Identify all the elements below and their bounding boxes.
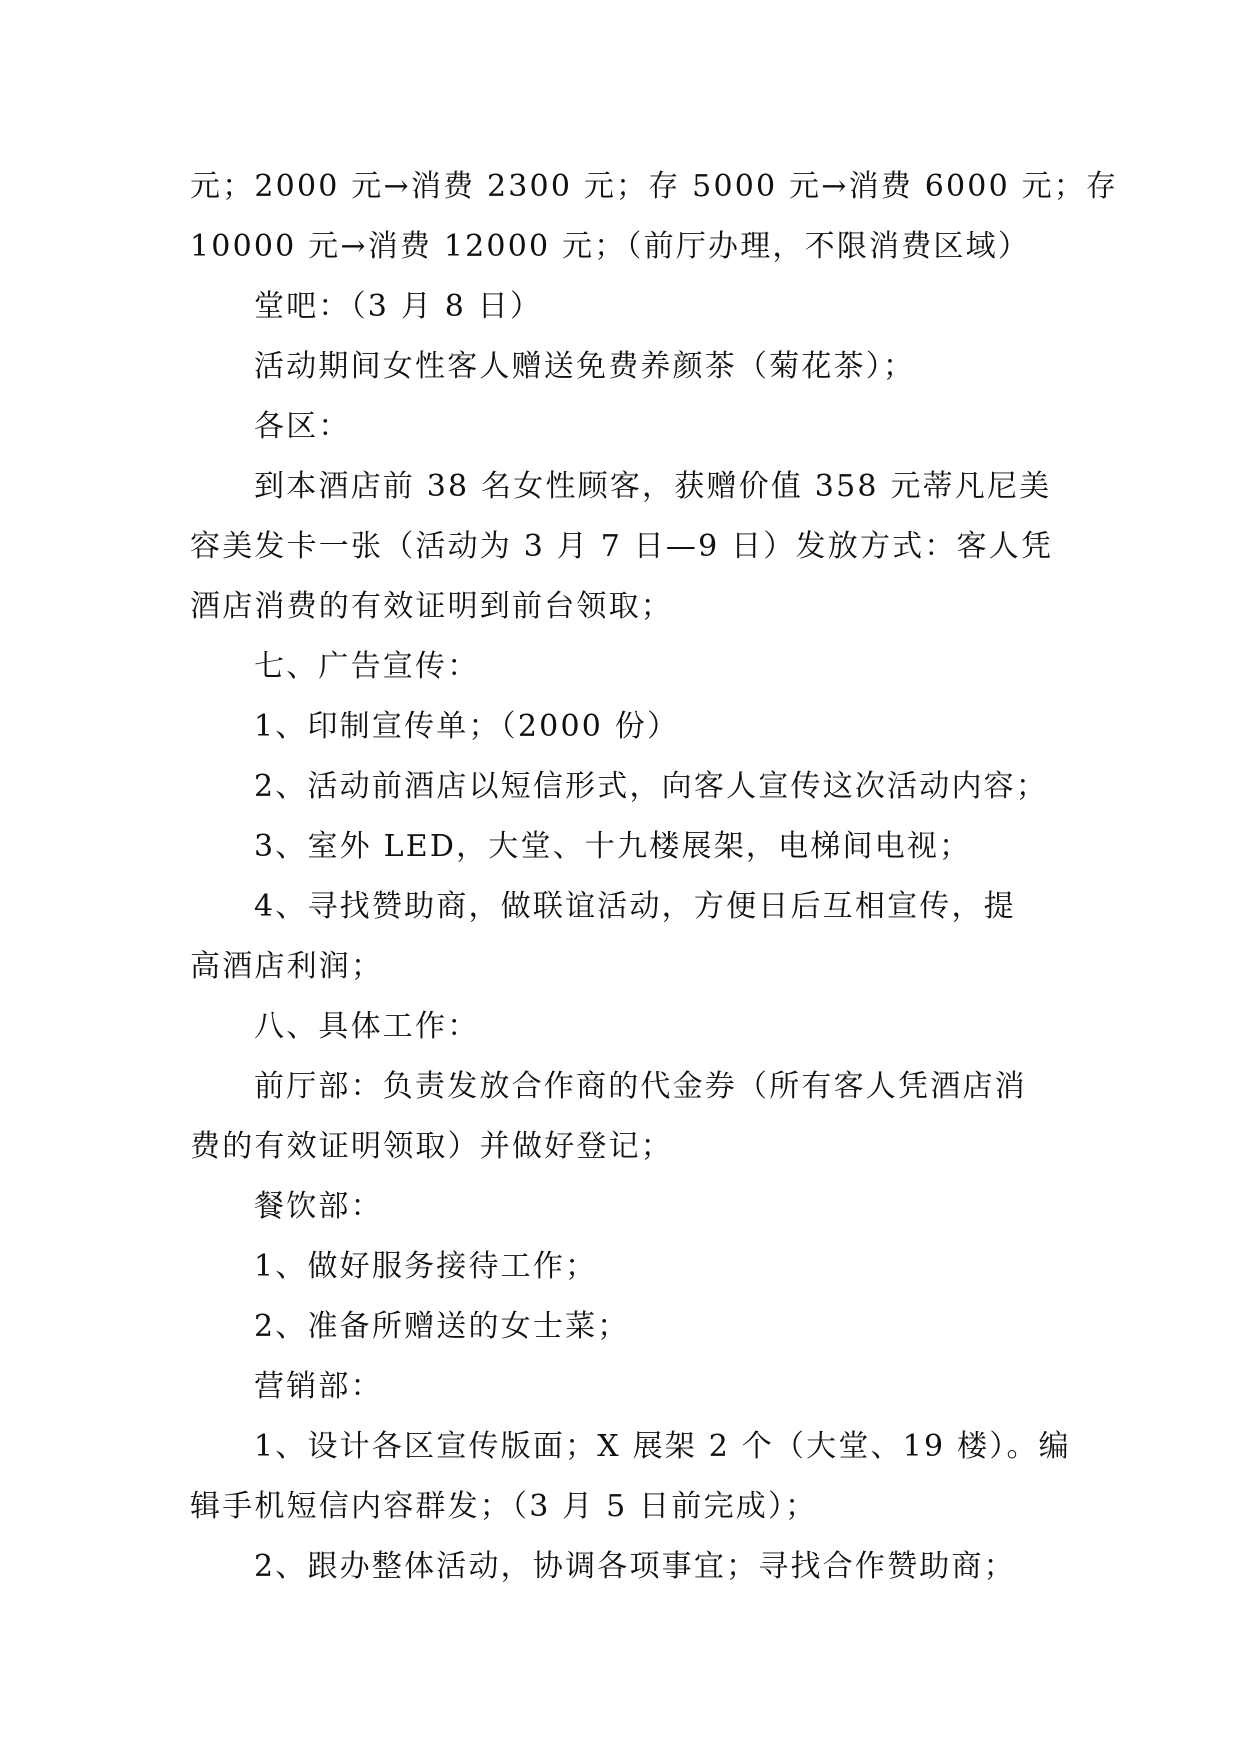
paragraph-line-10: 1、印制宣传单；（2000 份） <box>254 709 680 744</box>
paragraph-line-22: 1、设计各区宣传版面；X 展架 2 个（大堂、19 楼）。编 <box>254 1429 1071 1464</box>
paragraph-line-13: 4、寻找赞助商，做联谊活动，方便日后互相宣传，提 <box>254 889 1016 924</box>
paragraph-line-5: 各区： <box>254 409 351 444</box>
paragraph-line-23: 辑手机短信内容群发；（3 月 5 日前完成）； <box>190 1489 818 1524</box>
paragraph-line-7: 容美发卡一张（活动为 3 月 7 日—9 日）发放方式：客人凭 <box>190 529 1054 564</box>
paragraph-line-11: 2、活动前酒店以短信形式，向客人宣传这次活动内容； <box>254 769 1049 804</box>
paragraph-line-4: 活动期间女性客人赠送免费养颜茶（菊花茶）； <box>254 349 916 384</box>
paragraph-line-16: 前厅部：负责发放合作商的代金券（所有客人凭酒店消 <box>254 1069 1027 1104</box>
paragraph-line-6: 到本酒店前 38 名女性顾客，获赠价值 358 元蒂凡尼美 <box>254 469 1052 504</box>
section-heading-specific-work: 八、具体工作： <box>254 1009 480 1044</box>
section-heading-advertising: 七、广告宣传： <box>254 649 480 684</box>
paragraph-line-19: 1、做好服务接待工作； <box>254 1249 598 1284</box>
paragraph-line-14: 高酒店利润； <box>190 949 384 984</box>
paragraph-line-20: 2、准备所赠送的女士菜； <box>254 1309 630 1344</box>
subheading-catering: 餐饮部： <box>254 1189 383 1224</box>
paragraph-line-2: 10000 元→消费 12000 元；（前厅办理，不限消费区域） <box>190 229 1031 264</box>
paragraph-line-3: 堂吧：（3 月 8 日） <box>254 289 543 324</box>
paragraph-line-17: 费的有效证明领取）并做好登记； <box>190 1129 673 1164</box>
paragraph-line-1: 元；2000 元→消费 2300 元；存 5000 元→消费 6000 元；存 <box>190 169 1119 204</box>
subheading-marketing: 营销部： <box>254 1369 383 1404</box>
paragraph-line-12: 3、室外 LED，大堂、十九楼展架，电梯间电视； <box>254 829 972 864</box>
document-body <box>190 157 1119 1597</box>
paragraph-line-8: 酒店消费的有效证明到前台领取； <box>190 589 673 624</box>
paragraph-line-24: 2、跟办整体活动，协调各项事宜；寻找合作赞助商； <box>254 1549 1016 1584</box>
